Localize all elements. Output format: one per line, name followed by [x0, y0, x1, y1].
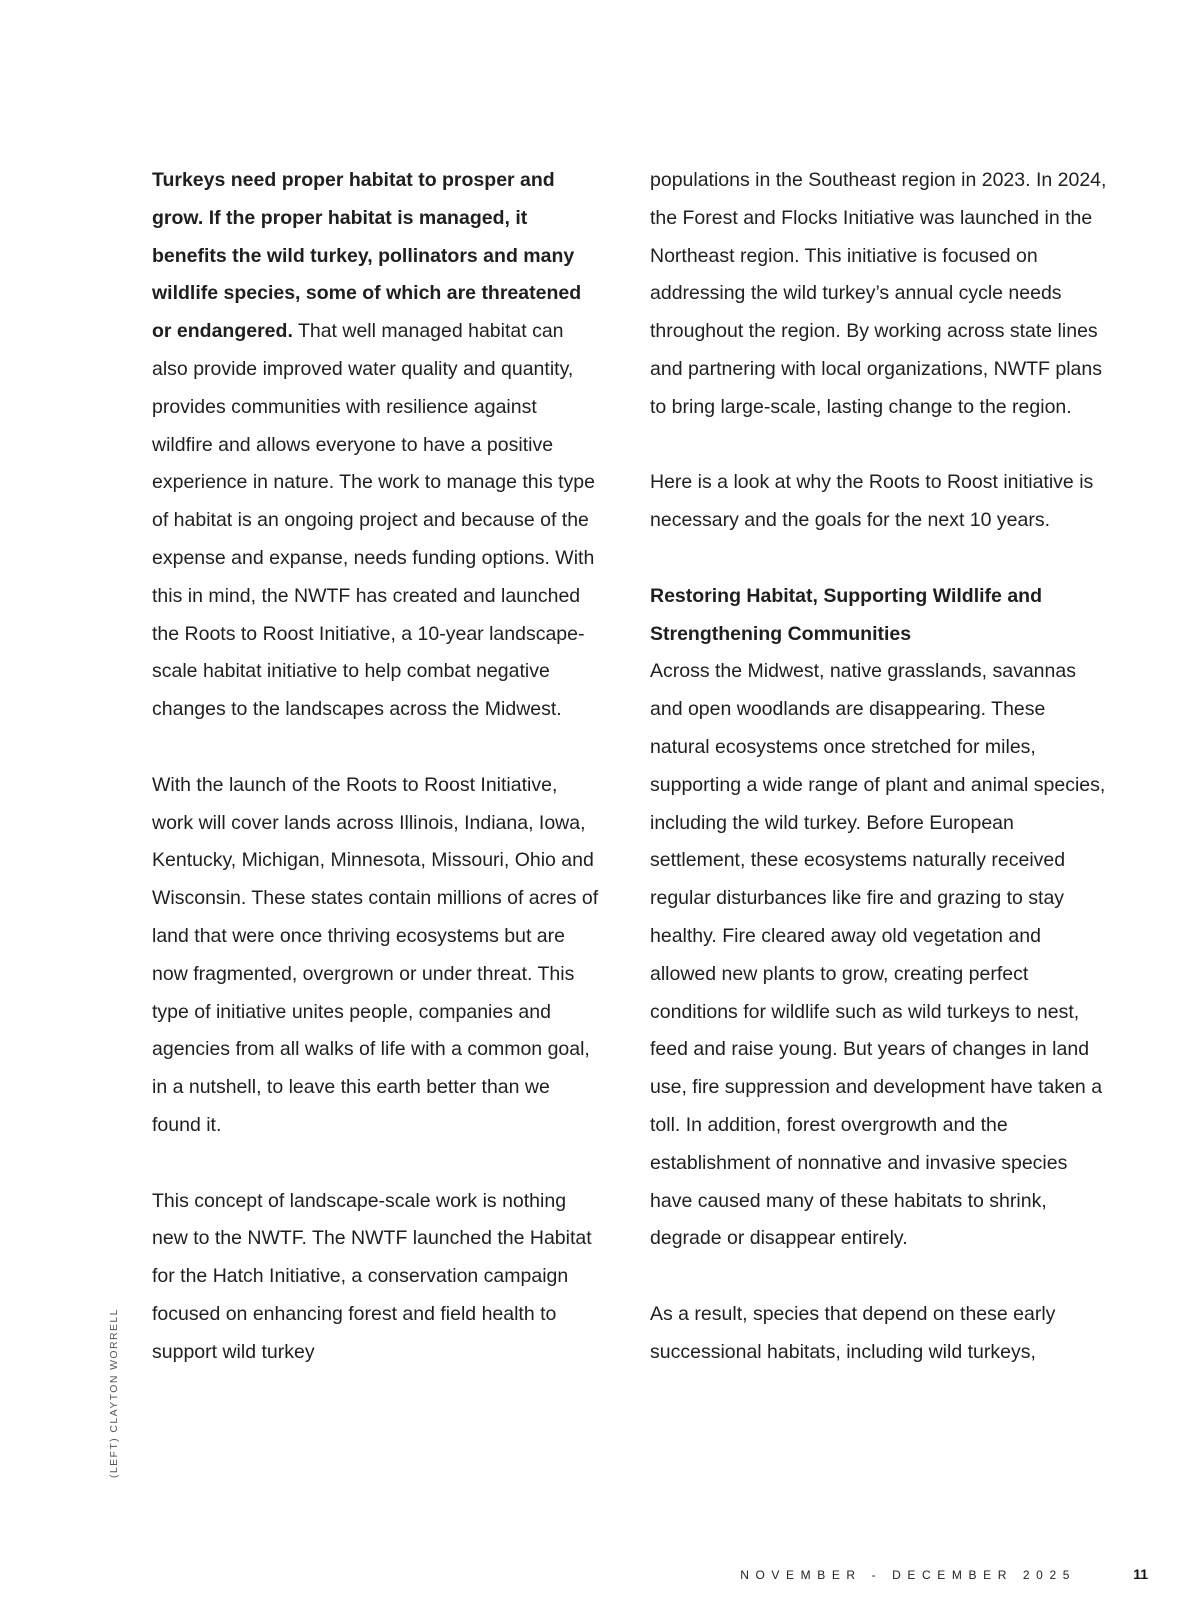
section-block	[650, 578, 1110, 1258]
body-paragraph-concept: This concept of landscape-scale work is nothing new to the NWTF. The NWTF launched the Habitat for the Hatch Initiative, a conservation campaign focused on enhancing forest and field health to support wild turkey	[152, 1189, 592, 1363]
intro-paragraph	[152, 162, 600, 729]
footer-issue-date: NOVEMBER - DECEMBER 2025	[740, 1568, 1076, 1582]
section-subheading: Restoring Habitat, Supporting Wildlife and Strengthening Communities	[650, 584, 1042, 645]
body-paragraph-goals: Here is a look at why the Roots to Roost initiative is necessary and the goals for the next 10 years.	[650, 471, 1094, 532]
photo-credit: (LEFT) CLAYTON WORRELL	[108, 1308, 120, 1478]
left-column	[152, 162, 600, 1372]
body-paragraph-initiatives: populations in the Southeast region in 2023. In 2024, the Forest and Flocks Initiative was launched in the Northeast region. This initiative is focused on addressing the wild turkey’s annual cycle needs throughout the region. By working across state lines and partnering with local organizations, NWTF plans to bring large-scale, lasting change to the region.	[650, 169, 1107, 418]
intro-text: That well managed habitat can also provide improved water quality and quantity, provides communities with resilience against wildfire and allows everyone to have a positive experience in nature. The work to manage this type of habitat is an ongoing project and because of the expense and expanse, needs funding options. With this in mind, the NWTF has created and launched the Roots to Roost Initiative, a 10-year landscape-scale habitat initiative to help combat negative changes to the landscapes across the Midwest.	[152, 320, 595, 721]
right-column	[650, 162, 1110, 1372]
body-paragraph-midwest: Across the Midwest, native grasslands, savannas and open woodlands are disappearing. These natural ecosystems once stretched for miles, supporting a wide range of plant and animal species, including the wild turkey. Before European settlement, these ecosystems naturally received regular disturbances like fire and grazing to stay healthy. Fire cleared away old vegetation and allowed new plants to grow, creating perfect conditions for wildlife such as wild turkeys to nest, feed and raise young. But years of changes in land use, fire suppression and development have taken a toll. In addition, forest overgrowth and the establishment of nonnative and invasive species have caused many of these habitats to shrink, degrade or disappear entirely.	[650, 660, 1106, 1250]
body-paragraph-result: As a result, species that depend on these early successional habitats, including wild turkeys,	[650, 1302, 1056, 1363]
page-number: 11	[1133, 1566, 1148, 1582]
body-paragraph-states: With the launch of the Roots to Roost Initiative, work will cover lands across Illinois, Indiana, Iowa, Kentucky, Michigan, Minnesota, Missouri, Ohio and Wisconsin. These states contain millions of acres of land that were once thriving ecosystems but are now fragmented, overgrown or under threat. This type of initiative unites people, companies and agencies from all walks of life with a common goal, in a nutshell, to leave this earth better than we found it.	[152, 773, 599, 1136]
intro-lead-bold: Turkeys need proper habitat to prosper and grow. If the proper habitat is managed, it benefits the wild turkey, pollinators and many wildlife species, some of which are threatened or endangered.	[152, 169, 582, 343]
